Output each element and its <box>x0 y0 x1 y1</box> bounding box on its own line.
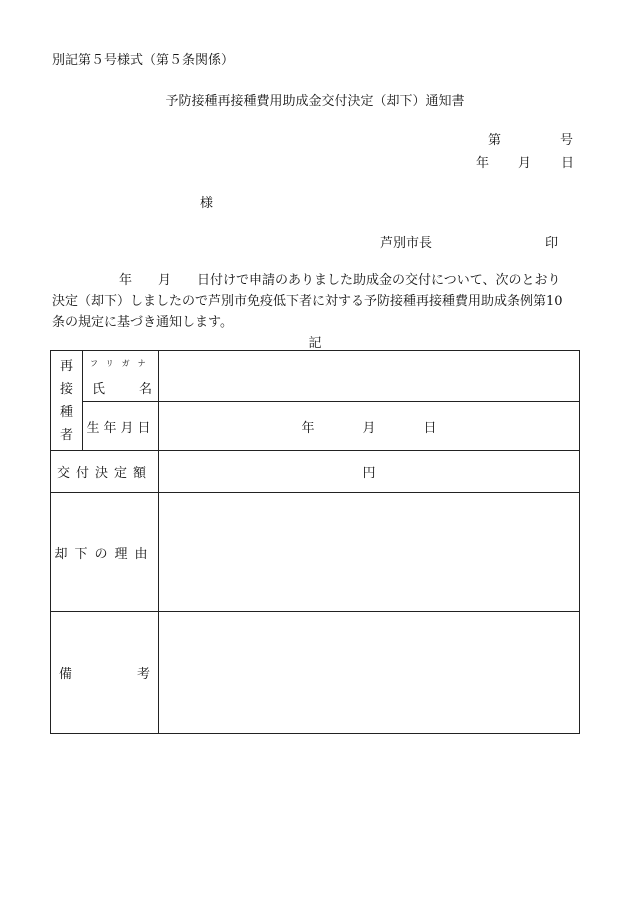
addressee-suffix: 様 <box>200 196 214 211</box>
date-year: 年 <box>476 156 490 171</box>
recipient-label-cell <box>51 351 83 451</box>
reject-reason-label: 却下の理由 <box>54 546 155 562</box>
name-label-cell <box>83 351 159 402</box>
date-month: 月 <box>518 156 532 171</box>
document-title: 予防接種再接種費用助成金交付決定（却下）通知書 <box>165 94 465 109</box>
seal-mark: 印 <box>545 236 559 251</box>
recipient-char: 者 <box>59 427 73 443</box>
amount-field[interactable] <box>159 451 580 493</box>
name-field[interactable] <box>159 351 580 402</box>
recipient-char: 接 <box>59 381 73 397</box>
amount-label-cell <box>51 451 159 493</box>
name-label-char: 名 <box>138 382 152 397</box>
birth-label: 生年月日 <box>86 420 155 436</box>
birth-label-cell <box>83 402 159 451</box>
name-label-char: 氏 <box>92 382 106 397</box>
birth-day: 日 <box>423 420 437 436</box>
birth-date-field[interactable] <box>159 402 580 451</box>
recipient-char: 再 <box>59 358 73 374</box>
number-prefix: 第 <box>488 133 502 148</box>
reject-reason-label-cell <box>51 493 159 612</box>
body-line: 決定（却下）しましたので芦別市免疫低下者に対する予防接種再接種費用助成条例第10 <box>52 294 563 309</box>
form-code: 別記第５号様式（第５条関係） <box>52 53 235 68</box>
date-day: 日 <box>561 156 575 171</box>
body-text <box>52 270 584 333</box>
amount-label: 交付決定額 <box>56 466 152 481</box>
remarks-label-char: 備 <box>59 667 73 682</box>
number-suffix: 号 <box>560 133 574 148</box>
reject-reason-field[interactable] <box>159 493 580 612</box>
body-line: 条の規定に基づき通知します。 <box>52 315 233 330</box>
furigana-label: フリガナ <box>90 359 154 368</box>
remarks-label-char: 考 <box>136 667 150 682</box>
birth-month: 月 <box>362 420 376 436</box>
remarks-field[interactable] <box>159 612 580 734</box>
recipient-char: 種 <box>59 404 73 420</box>
record-table <box>50 350 580 734</box>
remarks-label-cell <box>51 612 159 734</box>
amount-unit: 円 <box>362 466 376 481</box>
birth-year: 年 <box>301 420 315 436</box>
issuer: 芦別市長 <box>380 236 433 251</box>
body-line: 年 月 日付けで申請のありました助成金の交付について、次のとおり <box>119 273 561 288</box>
ki-heading: 記 <box>308 336 322 351</box>
